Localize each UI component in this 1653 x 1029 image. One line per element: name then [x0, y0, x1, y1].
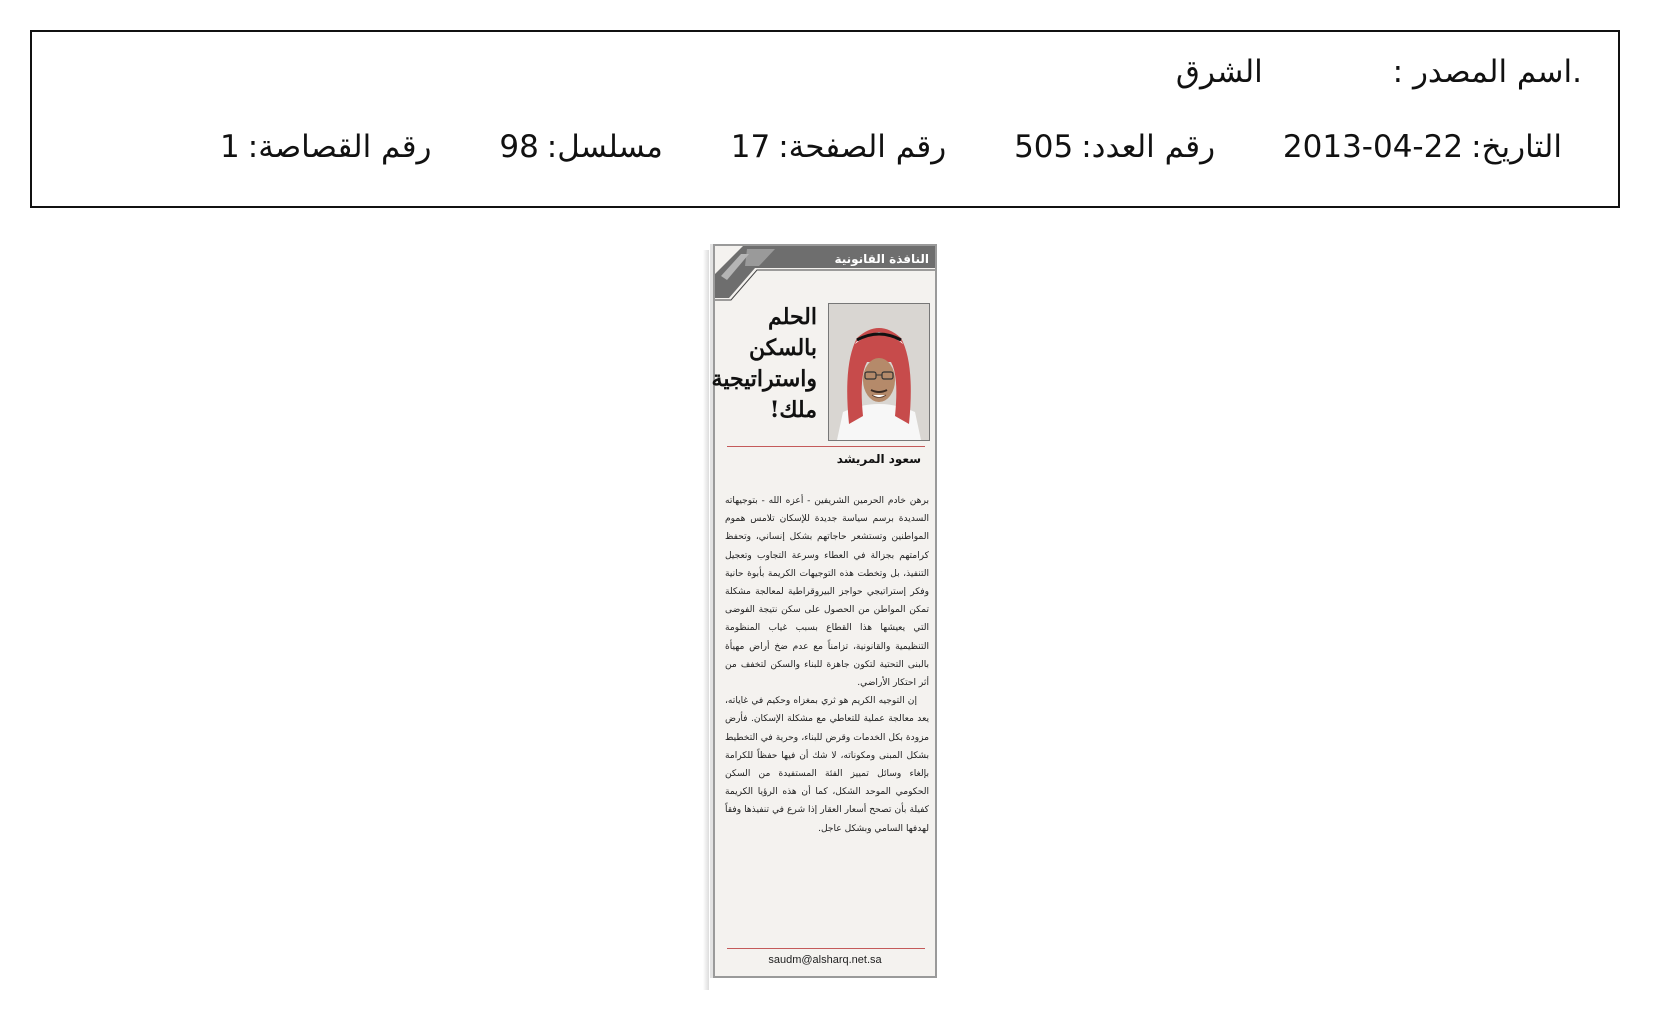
page-value: 17	[730, 129, 771, 165]
author-divider	[727, 446, 925, 447]
article-headline	[711, 302, 817, 426]
headline-line: الحلم	[768, 304, 817, 330]
article-paragraph: إن التوجيه الكريم هو ثري بمغزاه وحكيم في غاياته، يعد معالجة عملية للتعاطي مع مشكلة الإسكان. فأرض مزودة بكل الخدمات وقرض للبناء، وحرية في التخطيط بشكل المبنى ومكوناته، لا شك أن فيها حفظاً للكرامة بإلغاء وسائل تمييز الفئة المستفيدة من السكن الحكومي الموحد الشكل، كما أن هذه الرؤيا الكريمة كفيلة بأن تصحح أسعار العقار إذا شرع في تنفيذها وفقاً لهدفها السامي وبشكل عاجل.	[725, 696, 929, 834]
details-row	[220, 127, 1562, 167]
issue-value: 505	[1014, 129, 1074, 165]
source-label: .اسم المصدر :	[1392, 54, 1582, 90]
section-header	[715, 246, 935, 276]
clip-number-label: رقم القصاصة:	[247, 129, 432, 165]
source-value: الشرق	[1175, 54, 1263, 90]
author-portrait-icon	[829, 304, 929, 440]
clipping-metadata-box	[30, 30, 1620, 208]
clip-number-value: 1	[220, 129, 240, 165]
author-email: saudm@alsharq.net.sa	[768, 954, 882, 966]
clipping-shadow	[703, 250, 709, 990]
headline-line: ملك!	[769, 397, 817, 423]
author-photo	[828, 303, 930, 441]
article-body	[725, 492, 929, 838]
headline-line: بالسكن	[748, 335, 817, 361]
page-label: رقم الصفحة:	[778, 129, 947, 165]
article-paragraph: برهن خادم الحرمين الشريفين - أعزه الله - بتوجيهاته السديدة برسم سياسة جديدة للإسكان تلامس هموم المواطنين وتستشعر حاجاتهم بشكل إنساني، وتحفظ كرامتهم بجزالة في العطاء وسرعة التجاوب وتعجيل التنفيذ، بل وتخطت هذه التوجيهات الكريمة بأبوة حانية وفكر إستراتيجي حواجز البيروقراطية لمعالجة مشكلة تمكن المواطن من الحصول على سكن نتيجة الفوضى التي يعيشها هذا القطاع بسبب غياب المنظومة التنظيمية والقانونية، تزامناً مع عدم ضخ أراض مهيأة بالبنى التحتية لتكون جاهزة للبناء والسكن لتخفف من أثر احتكار الأراضي.	[725, 496, 929, 689]
headline-line: واستراتيجية	[711, 366, 817, 392]
date-label: التاريخ:	[1471, 129, 1562, 165]
serial-label: مسلسل:	[546, 129, 663, 165]
section-title: النافذة القانونية	[834, 252, 929, 266]
date-value: 2013-04-22	[1282, 129, 1464, 165]
newspaper-clipping	[713, 244, 937, 978]
source-row	[1176, 52, 1582, 92]
email-divider	[727, 948, 925, 949]
author-name: سعود المريشد	[836, 452, 921, 466]
issue-label: رقم العدد:	[1081, 129, 1216, 165]
serial-value: 98	[499, 129, 539, 165]
